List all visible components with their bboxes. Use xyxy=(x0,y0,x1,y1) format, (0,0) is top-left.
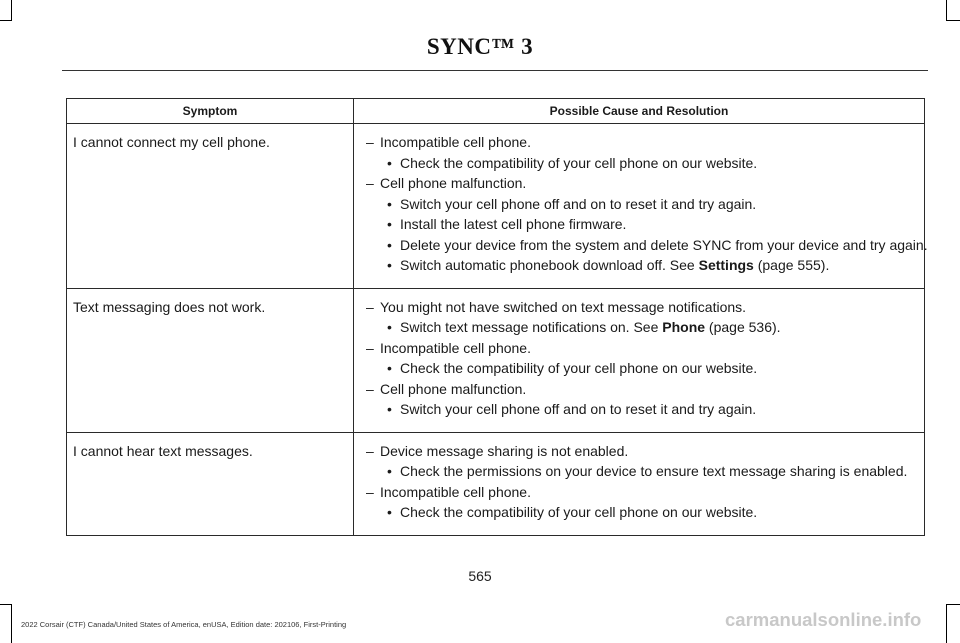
step-text: Check the compatibility of your cell phone on our website. xyxy=(400,154,758,171)
cause-text: Cell phone malfunction. xyxy=(380,380,527,397)
table-row xyxy=(67,124,925,289)
resolution-step xyxy=(366,214,924,235)
cause-item xyxy=(366,441,924,462)
resolution-step xyxy=(366,194,924,215)
bullet-marker: • xyxy=(387,216,392,232)
cause-item xyxy=(366,132,924,153)
table-header-row xyxy=(67,99,925,124)
bullet-marker: • xyxy=(387,236,392,253)
edition-footer: 2022 Corsair (CTF) Canada/United States of America, enUSA, Edition date: 202106, First-Printing xyxy=(21,620,347,629)
page-title: SYNC™ 3 xyxy=(426,34,534,59)
resolution-step xyxy=(366,461,924,482)
cause-text: Incompatible cell phone. xyxy=(380,483,531,500)
crop-mark-bottom-left xyxy=(11,604,12,643)
step-text: Switch your cell phone off and on to reset it and try again. xyxy=(400,195,757,212)
step-text: Switch text message notifications on. See xyxy=(400,319,663,335)
resolution-step xyxy=(366,317,924,338)
dash-marker: – xyxy=(366,175,374,191)
bullet-marker: • xyxy=(387,504,392,520)
resolution-step xyxy=(366,358,924,379)
cause-text: Cell phone malfunction. xyxy=(380,175,527,191)
resolution-cell xyxy=(354,432,925,535)
cause-text: You might not have switched on text message notifications. xyxy=(380,298,747,315)
table-row xyxy=(67,288,925,432)
resolution-step xyxy=(366,399,924,420)
column-header-symptom: Symptom xyxy=(67,99,354,124)
column-header-resolution: Possible Cause and Resolution xyxy=(354,99,925,124)
crop-mark-top-right xyxy=(946,20,960,21)
cause-item xyxy=(366,173,924,194)
bullet-marker: • xyxy=(387,360,392,376)
crop-mark-bottom-right xyxy=(946,604,947,643)
crop-mark-bottom-left xyxy=(0,604,12,605)
cause-item xyxy=(366,379,924,400)
bullet-marker: • xyxy=(387,154,392,171)
cross-reference-link[interactable]: Settings xyxy=(698,257,754,273)
cause-text: Incompatible cell phone. xyxy=(380,134,531,150)
cause-text: Device message sharing is not enabled. xyxy=(380,442,629,459)
step-text: Check the compatibility of your cell phone on our website. xyxy=(400,360,758,376)
symptom-cell: I cannot connect my cell phone. xyxy=(67,124,354,289)
dash-marker: – xyxy=(366,380,374,397)
resolution-step xyxy=(366,502,924,523)
page-number: 565 xyxy=(468,568,492,584)
troubleshooting-table xyxy=(66,98,928,536)
resolution-cell xyxy=(354,288,925,432)
cause-item xyxy=(366,338,924,359)
dash-marker: – xyxy=(366,339,374,356)
dash-marker: – xyxy=(366,298,374,315)
crop-mark-top-right xyxy=(946,0,947,20)
resolution-step xyxy=(366,153,924,174)
dash-marker: – xyxy=(366,442,374,459)
step-text: Switch your cell phone off and on to reset it and try again. xyxy=(400,401,757,417)
resolution-step xyxy=(366,255,924,276)
cause-item xyxy=(366,297,924,318)
table-body xyxy=(67,124,928,536)
symptom-cell: I cannot hear text messages. xyxy=(67,432,354,535)
step-text: Install the latest cell phone firmware. xyxy=(400,216,627,232)
crop-mark-top-left xyxy=(11,0,12,20)
watermark-text: carmanualsonline.info xyxy=(725,609,922,630)
bullet-marker: • xyxy=(387,463,392,479)
table-row xyxy=(67,432,925,535)
bullet-marker: • xyxy=(387,401,392,417)
page-reference: (page 536). xyxy=(705,319,781,335)
cross-reference-link[interactable]: Phone xyxy=(662,319,706,335)
bullet-marker: • xyxy=(387,195,392,212)
step-text: Check the permissions on your device to ensure text message sharing is enabled. xyxy=(400,463,908,479)
symptom-cell: Text messaging does not work. xyxy=(67,288,354,432)
bullet-marker: • xyxy=(387,319,392,335)
bullet-marker: • xyxy=(387,257,392,273)
crop-mark-bottom-right xyxy=(946,604,960,605)
cause-text: Incompatible cell phone. xyxy=(380,339,531,356)
step-text: Check the compatibility of your cell phone on our website. xyxy=(400,504,758,520)
step-text: Switch automatic phonebook download off. See xyxy=(400,257,699,273)
step-text: Delete your device from the system and delete SYNC from your device and try again. xyxy=(400,236,928,253)
cause-item xyxy=(366,482,924,503)
title-divider xyxy=(62,70,928,71)
crop-mark-top-left xyxy=(0,20,12,21)
dash-marker: – xyxy=(366,483,374,500)
dash-marker: – xyxy=(366,134,374,150)
resolution-step xyxy=(366,235,928,256)
resolution-cell xyxy=(354,124,928,289)
page-reference: (page 555). xyxy=(753,257,830,273)
